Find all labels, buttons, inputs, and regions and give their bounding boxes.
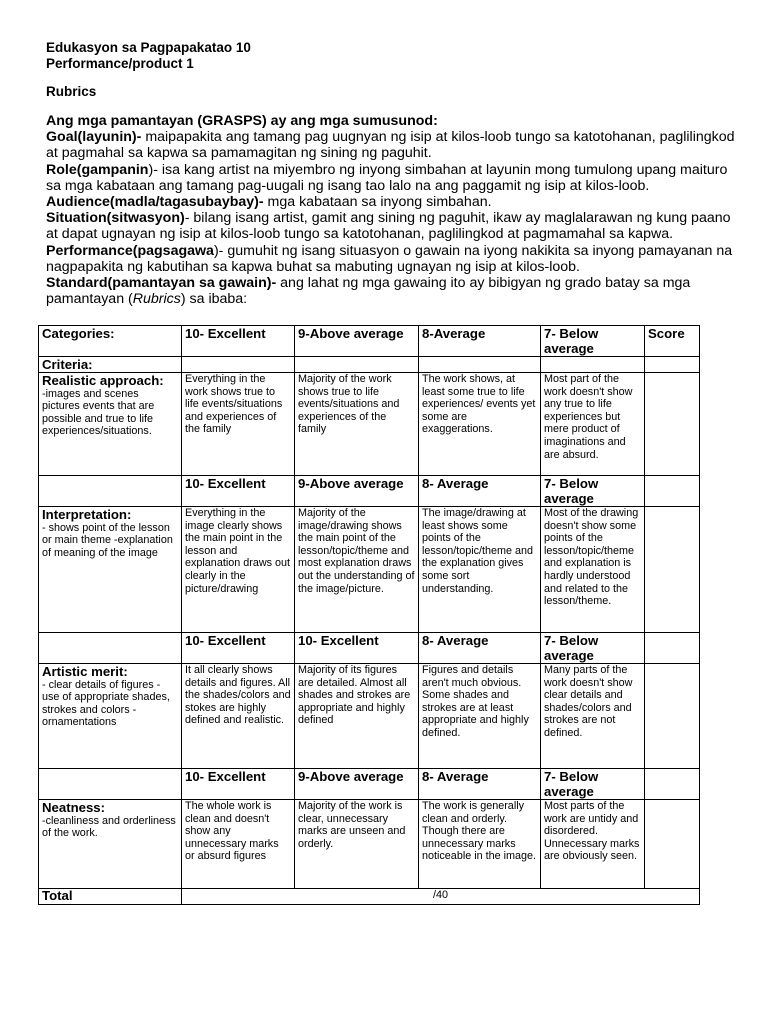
criterion-realistic — [39, 373, 182, 476]
descriptor-cell: The work is generally clean and orderly. Though there are unnecessary marks noticeable in the image. — [419, 800, 541, 889]
total-max-score: /40 — [182, 889, 700, 905]
levels-row — [39, 476, 700, 507]
criterion-title: Artistic merit: — [42, 664, 128, 679]
criterion-description: -images and scenes pictures events that are possible and true to life experiences/situations. — [42, 388, 155, 438]
header-categories: Categories: — [39, 326, 182, 357]
standard-label: Standard(pamantayan sa gawain)- — [46, 275, 277, 292]
total-row — [39, 889, 700, 905]
descriptor-cell: The whole work is clean and doesn't show any unnecessary marks or absurd figures — [182, 800, 295, 889]
task-title: Performance/product 1 — [46, 56, 194, 71]
score-cell — [645, 507, 700, 633]
criteria-label: Criteria: — [39, 357, 182, 373]
criterion-title: Realistic approach: — [42, 373, 164, 388]
descriptor-cell: Majority of the work is clear, unnecessary marks are unseen and orderly. — [295, 800, 419, 889]
level-label: 10- Excellent — [182, 769, 295, 800]
level-label: 9-Above average — [295, 769, 419, 800]
criterion-neatness — [39, 800, 182, 889]
goal-text: maipapakita ang tamang pag uugnyan ng isip at kilos-loob tungo sa katotohanan, paglilingkod at pagmahal sa kapwa sa pamamagitan ng sining ng paguhit. — [46, 129, 735, 162]
role-paragraph — [46, 162, 736, 194]
levels-row — [39, 769, 700, 800]
subject-title: Edukasyon sa Pagpapakatao 10 — [46, 40, 251, 55]
goal-paragraph — [46, 129, 736, 161]
criterion-description: - clear details of figures - use of appropriate shades, strokes and colors -ornamentations — [42, 679, 170, 729]
descriptor-cell: Majority of the work shows true to life events/situations and experiences of the family — [295, 373, 419, 476]
rubric-header-row — [39, 326, 700, 357]
header-excellent: 10- Excellent — [182, 326, 295, 357]
table-row — [39, 373, 700, 476]
descriptor-cell: Most parts of the work are untidy and disordered. Unnecessary marks are obviously seen. — [541, 800, 645, 889]
table-row — [39, 507, 700, 633]
criterion-description: -cleanliness and orderliness of the work. — [42, 815, 176, 840]
descriptor-cell: The image/drawing at least shows some points of the lesson/topic/theme and the explanation gives some sort understanding. — [419, 507, 541, 633]
header-above-average: 9-Above average — [295, 326, 419, 357]
level-label: 8- Average — [419, 769, 541, 800]
level-label: 7- Below average — [541, 633, 645, 664]
criterion-description: - shows point of the lesson or main theme -explanation of meaning of the image — [42, 522, 173, 559]
grasps-block — [46, 113, 736, 307]
grasps-intro: Ang mga pamantayan (GRASPS) ay ang mga sumusunod: — [46, 113, 438, 129]
header-score: Score — [645, 326, 700, 357]
section-title: Rubrics — [46, 84, 97, 99]
criterion-title: Interpretation: — [42, 507, 132, 522]
criterion-artistic-merit — [39, 664, 182, 769]
table-row — [39, 664, 700, 769]
descriptor-cell: Most part of the work doesn't show any true to life experiences but mere product of imaginations and are absurd. — [541, 373, 645, 476]
descriptor-cell: Many parts of the work doesn't show clear details and shades/colors and strokes are not defined. — [541, 664, 645, 769]
role-label: Role(gampanin — [46, 161, 149, 178]
situation-text: - bilang isang artist, gamit ang sining ng paguhit, ikaw ay maglalarawan ng kung paano at dapat ugnayan ng isip at kilos-loob tungo sa katotohanan, paglilingkod at pagmamahal sa kapwa. — [46, 210, 731, 243]
audience-paragraph — [46, 194, 736, 210]
level-label: 7- Below average — [541, 769, 645, 800]
level-label: 7- Below average — [541, 476, 645, 507]
performance-text: )- gumuhit ng isang situasyon o gawain na iyong nakikita sa inyong pamayanan na nagpapakita ng kabutihan sa kapwa buhat sa mabuting ugnayan ng isip at kilos-loob. — [46, 242, 733, 275]
descriptor-cell: The work shows, at least some true to life experiences/ events yet some are exaggerations. — [419, 373, 541, 476]
descriptor-cell: Everything in the image clearly shows the main point in the lesson and explanation draws out clearly in the picture/drawing — [182, 507, 295, 633]
goal-label: Goal(layunin)- — [46, 129, 142, 146]
performance-label: Performance(pagsagawa — [46, 242, 214, 259]
level-label: 10- Excellent — [182, 633, 295, 664]
score-cell — [645, 800, 700, 889]
situation-paragraph — [46, 210, 736, 242]
level-label: 8- Average — [419, 633, 541, 664]
level-label: 10- Excellent — [182, 476, 295, 507]
descriptor-cell: Majority of the image/drawing shows the main point of the lesson/topic/theme and most explanation draws out the understanding of the image/picture. — [295, 507, 419, 633]
levels-row — [39, 633, 700, 664]
level-label: 10- Excellent — [295, 633, 419, 664]
role-text: )- isa kang artist na miyembro ng inyong simbahan at layunin mong tumulong upang maituro sa mga kabataan ang tamang pag-uugali ng isang tao lalo na ang paggamit ng isip at kilos-loob. — [46, 161, 728, 194]
audience-text: mga kabataan sa inyong simbahan. — [263, 194, 492, 211]
score-cell — [645, 664, 700, 769]
descriptor-cell: Most of the drawing doesn't show some points of the lesson/topic/theme and explanation is hardly understood and related to the lesson/theme. — [541, 507, 645, 633]
table-row — [39, 800, 700, 889]
descriptor-cell: It all clearly shows details and figures. All the shades/colors and stokes are highly defined and realistic. — [182, 664, 295, 769]
criterion-title: Neatness: — [42, 800, 106, 815]
audience-label: Audience(madla/tagasubaybay)- — [46, 194, 264, 211]
situation-label: Situation(sitwasyon) — [46, 210, 185, 227]
descriptor-cell: Majority of its figures are detailed. Almost all shades and strokes are appropriate and highly defined — [295, 664, 419, 769]
score-cell — [645, 373, 700, 476]
header-below-average: 7- Below average — [541, 326, 645, 357]
standard-paragraph: Standard(pamantayan sa gawain)- ang lahat ng mga gawaing ito ay bibigyan ng grado batay sa mga pamantayan (Rubrics) sa ibaba: — [46, 275, 691, 308]
criteria-row — [39, 357, 700, 373]
header-average: 8-Average — [419, 326, 541, 357]
level-label: 8- Average — [419, 476, 541, 507]
rubric-table — [38, 325, 700, 905]
total-label: Total — [39, 889, 182, 905]
descriptor-cell: Figures and details aren't much obvious. Some shades and strokes are at least appropriate and highly defined. — [419, 664, 541, 769]
descriptor-cell: Everything in the work shows true to life events/situations and experiences of the family — [182, 373, 295, 476]
rubrics-word: Rubrics — [132, 291, 181, 308]
performance-paragraph — [46, 243, 736, 275]
criterion-interpretation — [39, 507, 182, 633]
level-label: 9-Above average — [295, 476, 419, 507]
